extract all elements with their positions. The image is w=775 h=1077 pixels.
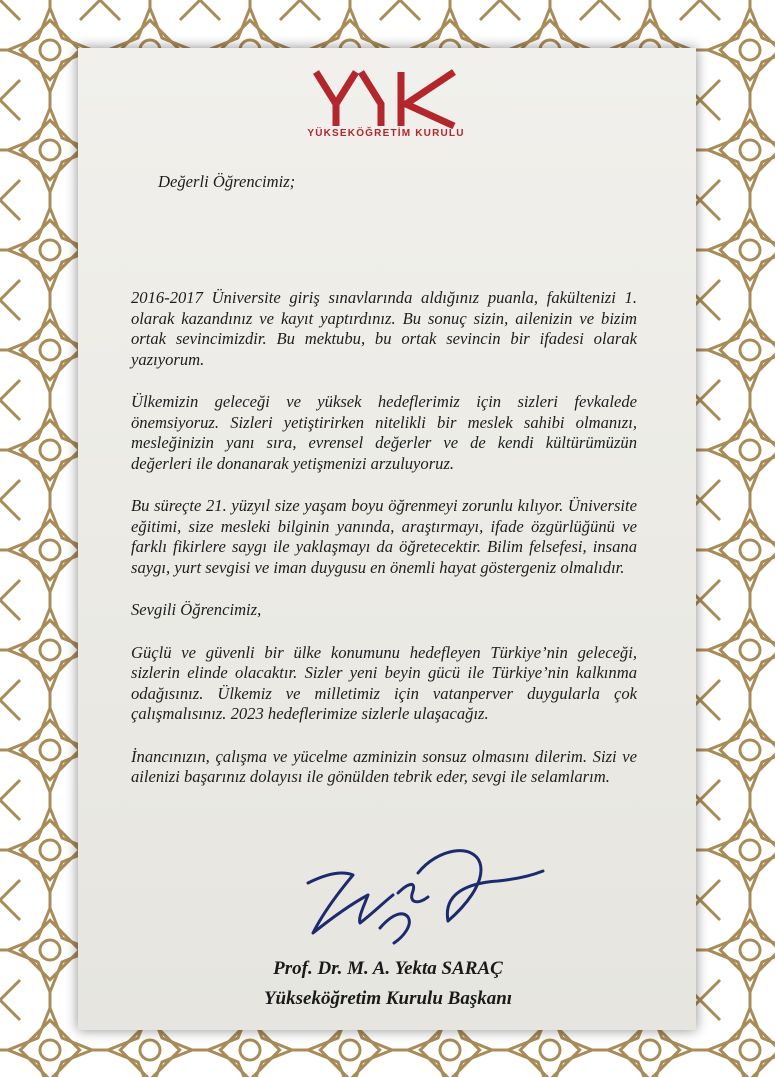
yok-logo (306, 66, 466, 136)
letter-paper (78, 48, 696, 1030)
greeting: Değerli Öğrencimiz; (158, 172, 296, 191)
paragraph-2: Ülkemizin geleceği ve yüksek hedeflerimiz için sizleri fevkalede önemsiyoruz. Sizleri yetiştirirken nitelikli bir meslek sahibi olmanızı, mesleğinizin yanı sıra, evrensel değerler ve de kendi kültürümüzün değerleri ile donanarak yetişmenizi arzuluyoruz. (131, 392, 637, 473)
paragraph-5: İnancınızın, çalışma ve yücelme azminizin sonsuz olmasını dilerim. Sizi ve ailenizi başarınız dolayısı ile gönülden tebrik eder, sevgi ile selamlarım. (131, 746, 637, 786)
handwritten-signature (298, 833, 548, 953)
signatory-name: Prof. Dr. M. A. Yekta SARAÇ (273, 958, 503, 979)
paragraph-4: Güçlü ve güvenli bir ülke konumunu hedefleyen Türkiye’nin geleceği, sizlerin elinde olacaktır. Sizler yeni beyin gücü ile Türkiye’nin kalkınma odağısınız. Ülkemiz ve milletimiz için vatanperver duygularla çok çalışmalısınız. 2023 hedeflerimize sizlerle ulaşacağız. (131, 642, 637, 723)
letter-body (131, 288, 637, 810)
salutation: Sevgili Öğrencimiz, (131, 600, 262, 619)
signatory-title: Yükseköğretim Kurulu Başkanı (263, 988, 513, 1009)
paragraph-3: Bu süreçte 21. yüzyıl size yaşam boyu öğrenmeyi zorunlu kılıyor. Üniversite eğitimi, size mesleki bilginin yanında, araştırmayı, ifade özgürlüğünü ve farklı fikirlere saygı ile yaklaşmayı da öğretecektir. Bilim felsefesi, insana saygı, yurt sevgisi ve iman duygusu en önemli hayat göstergeniz olmalıdır. (131, 496, 637, 577)
paragraph-1: 2016-2017 Üniversite giriş sınavlarında aldığınız puanla, fakültenizi 1. olarak kazandınız ve kayıt yaptırdınız. Bu sonuç sizin, ailenizin ve bizim ortak sevincimizdir. Bu mektubu, bu ortak sevincin bir ifadesi olarak yazıyorum. (131, 288, 637, 369)
logo-text: YÜKSEKÖĞRETİM KURULU (307, 128, 465, 139)
